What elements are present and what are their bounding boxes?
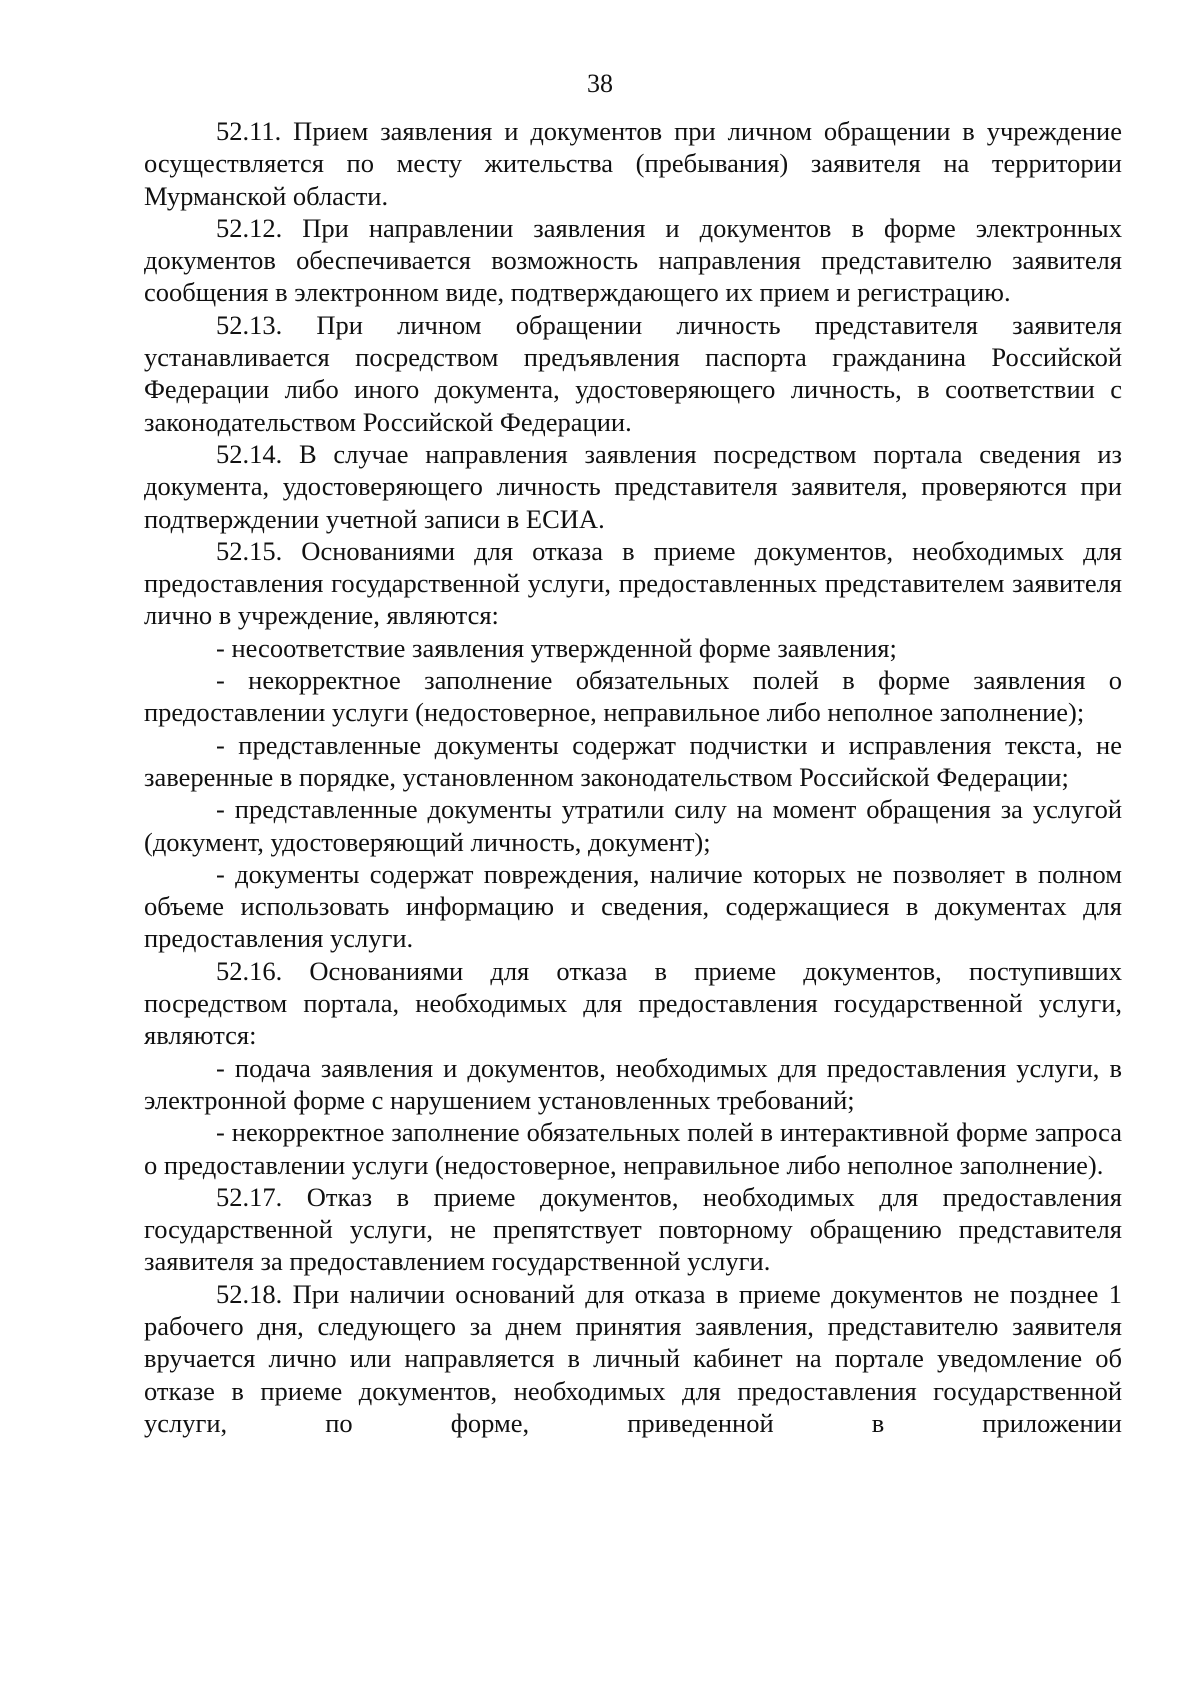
paragraph-52-17: 52.17. Отказ в приеме документов, необходимых для предоставления государственной услуги, не препятствует повторному обращению представителя заявителя за предоставлением государственной услуги.	[144, 1181, 1122, 1277]
page-number: 38	[587, 69, 613, 98]
list-item-52-15-c: - представленные документы содержат подчистки и исправления текста, не заверенные в порядке, установленном законодательством Российской Федерации;	[144, 729, 1122, 792]
list-item-52-16-b: - некорректное заполнение обязательных полей в интерактивной форме запроса о предоставлении услуги (недостоверное, неправильное либо неполное заполнение).	[144, 1117, 1122, 1180]
paragraph-52-14: 52.14. В случае направления заявления посредством портала сведения из документа, удостоверяющего личность представителя заявителя, проверяются при подтверждении учетной записи в ЕСИА.	[144, 438, 1122, 534]
list-item-52-15-d: - представленные документы утратили силу на момент обращения за услугой (документ, удостоверяющий личность, документ);	[144, 794, 1122, 857]
paragraph-52-13: 52.13. При личном обращении личность представителя заявителя устанавливается посредством предъявления паспорта гражданина Российской Федерации либо иного документа, удостоверяющего личность, в соответствии с законодательством Российской Федерации.	[144, 309, 1122, 437]
list-item-52-15-e: - документы содержат повреждения, наличие которых не позволяет в полном объеме использовать информацию и сведения, содержащиеся в документах для предоставления услуги.	[144, 858, 1122, 954]
paragraph-52-16: 52.16. Основаниями для отказа в приеме документов, поступивших посредством портала, необходимых для предоставления государственной услуги, являются:	[144, 955, 1122, 1051]
paragraph-52-11: 52.11. Прием заявления и документов при личном обращении в учреждение осуществляется по месту жительства (пребывания) заявителя на территории Мурманской области.	[144, 116, 1122, 211]
paragraph-52-15: 52.15. Основаниями для отказа в приеме документов, необходимых для предоставления государственной услуги, предоставленных представителем заявителя лично в учреждение, являются:	[144, 535, 1122, 631]
list-item-52-16-a: - подача заявления и документов, необходимых для предоставления услуги, в электронной форме с нарушением установленных требований;	[144, 1052, 1122, 1115]
paragraph-52-18: 52.18. При наличии оснований для отказа в приеме документов не позднее 1 рабочего дня, следующего за днем принятия заявления, представителю заявителя вручается лично или направляется в личный кабинет на портале уведомление об отказе в приеме документов, необходимых для предоставления государственной услуги, по форме, приведенной в приложении	[144, 1278, 1122, 1438]
document-body	[144, 115, 1122, 1439]
paragraph-52-12: 52.12. При направлении заявления и документов в форме электронных документов обеспечивается возможность направления представителю заявителя сообщения в электронном виде, подтверждающего их прием и регистрацию.	[144, 212, 1122, 308]
list-item-52-15-a: - несоответствие заявления утвержденной форме заявления;	[216, 632, 897, 663]
list-item-52-15-b: - некорректное заполнение обязательных полей в форме заявления о предоставлении услуги (недостоверное, неправильное либо неполное заполнение);	[144, 665, 1122, 728]
